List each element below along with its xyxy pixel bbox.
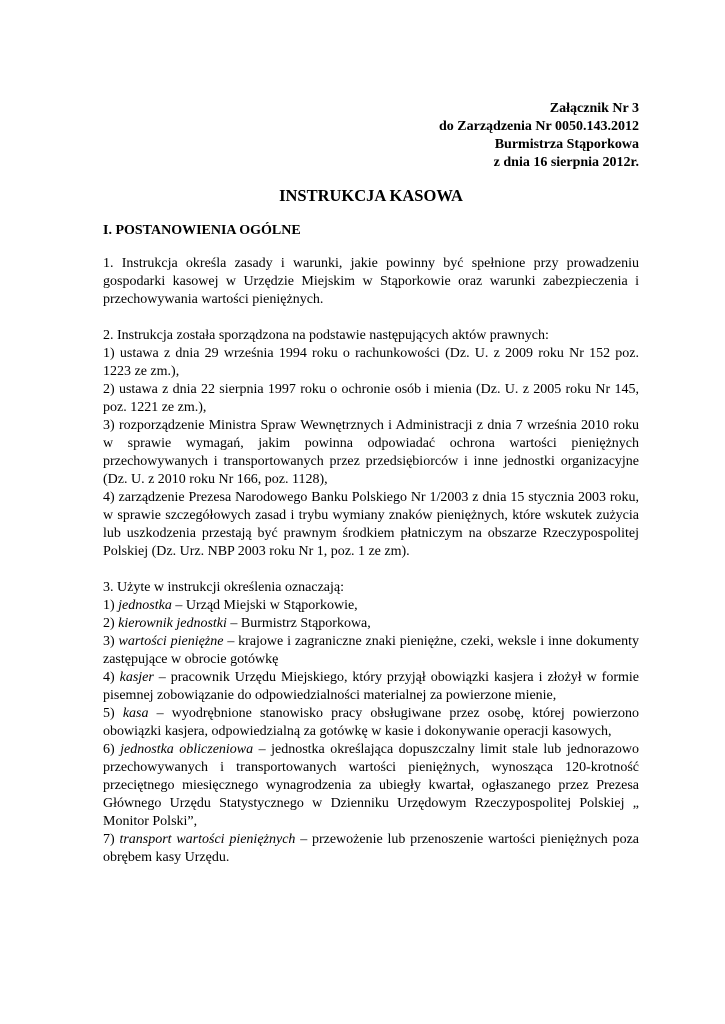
definition-text: – Burmistrz Stąporkowa,	[226, 616, 371, 631]
paragraph-1: 1. Instrukcja określa zasady i warunki, jakie powinny być spełnione przy prowadzeniu gospodarki kasowej w Urzędzie Miejskim w Stąporkowie oraz warunki zabezpieczenia i przechowywania wartości pieniężnych.	[103, 256, 639, 307]
definition-term: transport wartości pieniężnych	[119, 832, 296, 847]
definition-text: – Urząd Miejski w Stąporkowie,	[171, 598, 358, 613]
definition-term: wartości pieniężne	[118, 634, 224, 649]
definition-text: – krajowe i zagraniczne znaki pieniężne, czeki, weksle i inne dokumenty zastępujące w obrocie gotówkę	[103, 634, 639, 667]
definition-term: kasa	[122, 706, 149, 721]
section-heading: I. POSTANOWIENIA OGÓLNE	[103, 223, 301, 238]
legal-act-item: 1) ustawa z dnia 29 września 1994 roku o rachunkowości (Dz. U. z 2009 roku Nr 152 poz. 1223 ze zm.),	[103, 346, 639, 379]
definition-item: 3) wartości pieniężne – krajowe i zagraniczne znaki pieniężne, czeki, weksle i inne dokumenty zastępujące w obrocie gotówkę	[103, 634, 639, 667]
legal-act-item: 4) zarządzenie Prezesa Narodowego Banku Polskiego Nr 1/2003 z dnia 15 stycznia 2003 roku, w sprawie szczegółowych zasad i trybu wymiany znaków pieniężnych, które wskutek zużycia lub uszkodzenia przestają być prawnym środkiem płatniczym na obszarze Rzeczypospolitej Polskiej (Dz. Urz. NBP 2003 roku Nr 1, poz. 1 ze zm).	[103, 490, 639, 559]
annex-line-1: Załącznik Nr 3	[549, 101, 639, 116]
definition-term: kasjer	[119, 670, 154, 685]
definition-item: 7) transport wartości pieniężnych – przewożenie lub przenoszenie wartości pieniężnych poza obrębem kasy Urzędu.	[103, 832, 639, 865]
definition-item: 6) jednostka obliczeniowa – jednostka określająca dopuszczalny limit stale lub jednorazowo przechowywanych i transportowanych wartości pieniężnych, wynosząca 120-krotność przeciętnego miesięcznego wynagrodzenia za ubiegły kwartał, ogłaszanego przez Prezesa Głównego Urzędu Statystycznego w Dzienniku Urzędowym Rzeczypospolitej Polskiej „ Monitor Polski”,	[103, 742, 639, 829]
definition-text: – jednostka określająca dopuszczalny limit stale lub jednorazowo przechowywanych i transportowanych wartości pieniężnych, wynosząca 120-krotność przeciętnego miesięcznego wynagrodzenia za ubiegły kwartał, ogłaszanego przez Prezesa Głównego Urzędu Statystycznego w Dzienniku Urzędowym Rzeczypospolitej Polskiej „ Monitor Polski”,	[103, 742, 639, 829]
definition-item: 4) kasjer – pracownik Urzędu Miejskiego, który przyjął obowiązki kasjera i złożył w formie pisemnej zobowiązanie do odpowiedzialności materialnej za powierzone mienie,	[103, 670, 639, 703]
document-title: INSTRUKCJA KASOWA	[279, 186, 463, 205]
definition-term: jednostka	[118, 598, 172, 613]
definition-text: – pracownik Urzędu Miejskiego, który przyjął obowiązki kasjera i złożył w formie pisemnej zobowiązanie do odpowiedzialności materialnej za powierzone mienie,	[103, 670, 639, 703]
paragraph-2-intro: 2. Instrukcja została sporządzona na podstawie następujących aktów prawnych:	[103, 328, 549, 343]
document-body	[103, 255, 639, 867]
definition-item: 5) kasa – wyodrębnione stanowisko pracy obsługiwane przez osobę, której powierzono obowiązki kasjera, odpowiedzialną za gotówkę w kasie i dokonywanie operacji kasowych,	[103, 706, 639, 739]
definition-term: kierownik jednostki	[118, 616, 227, 631]
annex-line-2: do Zarządzenia Nr 0050.143.2012	[438, 119, 639, 134]
definition-item: 1) jednostka – Urząd Miejski w Stąporkowie,	[103, 598, 358, 613]
definition-text: – wyodrębnione stanowisko pracy obsługiwane przez osobę, której powierzono obowiązki kasjera, odpowiedzialną za gotówkę w kasie i dokonywanie operacji kasowych,	[103, 706, 639, 739]
annex-line-4: z dnia 16 sierpnia 2012r.	[493, 155, 639, 170]
legal-act-item: 3) rozporządzenie Ministra Spraw Wewnętrznych i Administracji z dnia 7 września 2010 roku w sprawie wymagań, jakim powinna odpowiadać ochrona wartości pieniężnych przechowywanych i transportowanych przez przedsiębiorców i inne jednostki organizacyjne (Dz. U. z 2010 roku Nr 166, poz. 1128),	[103, 418, 639, 487]
definition-term: jednostka obliczeniowa	[120, 742, 254, 757]
annex-line-3: Burmistrza Stąporkowa	[494, 137, 639, 152]
document-page	[103, 0, 639, 1024]
legal-act-item: 2) ustawa z dnia 22 sierpnia 1997 roku o ochronie osób i mienia (Dz. U. z 2005 roku Nr 145, poz. 1221 ze zm.),	[103, 382, 639, 415]
paragraph-3-intro: 3. Użyte w instrukcji określenia oznaczają:	[103, 580, 345, 595]
annex-header	[439, 100, 639, 172]
definition-text: – przewożenie lub przenoszenie wartości pieniężnych poza obrębem kasy Urzędu.	[103, 832, 639, 865]
definition-item: 2) kierownik jednostki – Burmistrz Stąporkowa,	[103, 616, 371, 631]
